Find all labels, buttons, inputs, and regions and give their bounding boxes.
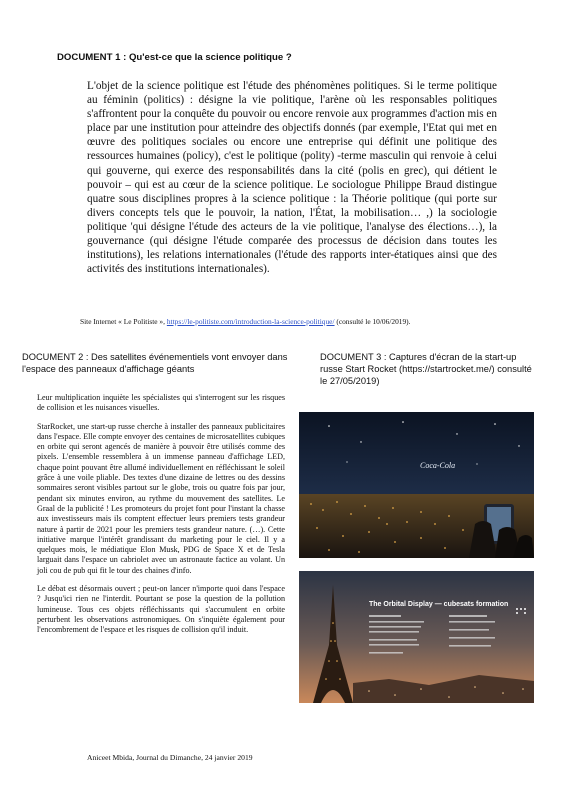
orbital-display-title: The Orbital Display — cubesats formation xyxy=(369,601,509,608)
night-city-image xyxy=(299,412,534,558)
doc2-body xyxy=(37,393,285,644)
doc3-heading: DOCUMENT 3 : Captures d'écran de la start-up russe Start Rocket (https://startrocket.me/) consulté le 27/05/2019) xyxy=(320,352,532,386)
doc2-lead: Leur multiplication inquiète les spécialistes qui s'interrogent sur les risques de collision et les nuisances visuelles. xyxy=(37,393,285,413)
doc1-source-link[interactable]: https://le-politiste.com/introduction-la-science-politique/ xyxy=(166,317,335,326)
startrocket-screenshot-orbital-display xyxy=(299,571,534,703)
doc1-paragraph: L'objet de la science politique est l'étude des phénomènes politiques. Si le terme politique au féminin (politics) : désigne la vie politique, l'arène où les responsables politiques s'affrontent pour la conquête du pouvoir ou encore renvoie aux programmes d'action mis en place par une institution pour atteindre des objectifs donnés (par exemple, l'Etat qui met en œuvre des politiques sociales ou encore une entreprise qui définit une politique des ressources humaines (policy), c'est le politique (polity) -terme masculin qui renvoie à celui qui gouverne, qui exerce des responsabilités dans la cité (polis en grec), qui détient le pouvoir – qui est au cœur de la science politique. Le sociologue Philippe Braud distingue quatre sous disciplines propres à la science politique : la Théorie politique (qui porte sur divers concepts tels que le pouvoir, la nation, l'État, la mobilisation… ,) la sociologie politique 'qui désigne l'étude des acteurs de la vie politique, l'analyse des élections…), la gouvernance (qui désigne l'étude comparée des processus de décision dans toutes les institutions), les relations internationales (l'étude des rapports inter-étatiques ainsi que des activités des institutions internationales). xyxy=(87,80,497,276)
doc1-source xyxy=(80,317,520,326)
sky-advert-text: Coca-Cola xyxy=(420,461,456,470)
doc2-source: Aniceet Mbida, Journal du Dimanche, 24 janvier 2019 xyxy=(87,753,253,762)
doc2-paragraph: StarRocket, une start-up russe cherche à installer des panneaux publicitaires dans l'espace. Elle compte envoyer des centaines de microsatellites cubiques en orbite qui seront agencés de manière à pouvoir être utilisés comme des pixels. L'ensemble ressemblera à un immense panneau d'affichage LED, chaque point pouvant être allumé individuellement en réfléchissant le soleil grâce à une voile pliable. Des textes d'une dizaine de lettres ou des dessins sommaires seront visibles partout sur le globe, trois ou quatre fois par jour, pendant six minutes environ, au rythme du mouvement des satellites. Le Graal de la publicité ! Les promoteurs du projet font pour l'instant la chasse aux investisseurs mais ils comptent effectuer leurs premiers tests grandeur nature à partir de 2021 pour les premiers tests grandeur nature. (…). Cette initiative marque l'intérêt grandissant du marketing pour le ciel. Il y a quelques mois, le médiatique Elon Musk, PDG de Space X et de Tesla larguait dans l'espace un cabriolet avec un astronaute factice au volant. Un joli cou de pub qui fit le tour des chaines d'info. xyxy=(37,421,285,575)
startrocket-screenshot-night-city xyxy=(299,412,534,558)
doc2-paragraph: Le débat est désormais ouvert ; peut-on lancer n'importe quoi dans l'espace ? Jusqu'ici rien ne l'interdit. Pourtant se pose la question de la pollution lumineuse. Tous ces objets réfléchissants qui s'accumulent en orbite perturbent les observations astronomiques. On s'inquiète également pour l'encombrement de l'espace et les risques de collision qu'il induit. xyxy=(37,584,285,635)
doc1-source-suffix: (consulté le 10/06/2019). xyxy=(334,317,411,326)
doc1-body xyxy=(87,79,497,276)
doc1-heading: DOCUMENT 1 : Qu'est-ce que la science politique ? xyxy=(57,52,292,63)
doc1-source-prefix: Site Internet « Le Politiste », xyxy=(80,317,167,326)
doc2-heading: DOCUMENT 2 : Des satellites événementiels vont envoyer dans l'espace des panneaux d'affichage géants xyxy=(22,352,288,374)
orbital-display-image xyxy=(299,571,534,703)
